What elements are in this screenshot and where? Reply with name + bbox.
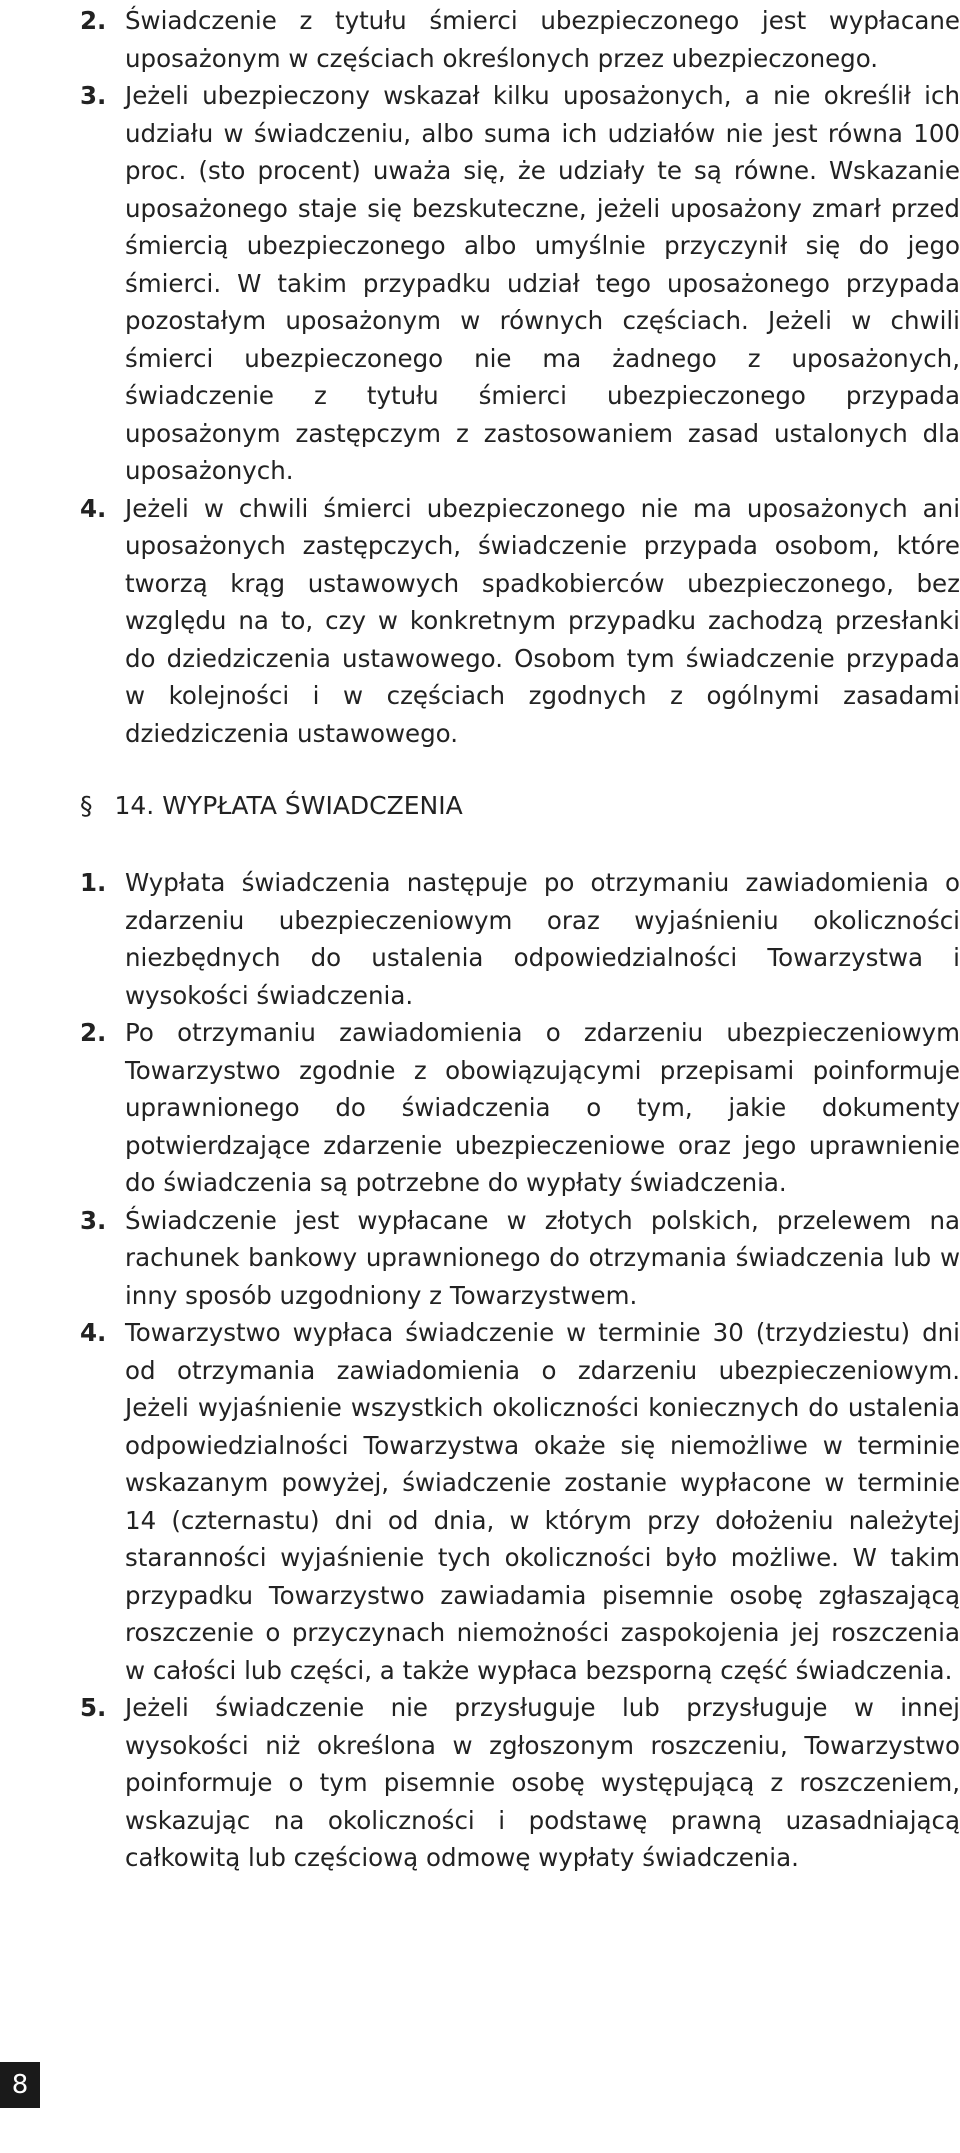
item-number: 4.	[80, 1318, 107, 1347]
item-number: 5.	[80, 1693, 107, 1722]
list-item	[80, 1689, 960, 1877]
list-item	[80, 2, 960, 77]
list-item	[80, 1202, 960, 1315]
item-number: 2.	[80, 1018, 107, 1047]
item-text: Jeżeli świadczenie nie przysługuje lub przysługuje w innej wysokości niż określona w zgłoszonym roszczeniu, Towarzystwo poinformuje o tym pisemnie osobę występującą z roszczeniem, wskazując na okoliczności i podstawę prawną uzasadniającą całkowitą lub częściową odmowę wypłaty świadczenia.	[125, 1693, 960, 1872]
item-number: 2.	[80, 6, 107, 35]
item-number: 3.	[80, 81, 107, 110]
list-item	[80, 490, 960, 753]
paragraph-list-section-14	[80, 864, 960, 1877]
page-number-badge: 8	[0, 2062, 40, 2108]
item-text: Jeżeli ubezpieczony wskazał kilku uposażonych, a nie określił ich udziału w świadczeniu, albo suma ich udziałów nie jest równa 100 proc. (sto procent) uważa się, że udziały te są równe. Wskazanie uposażonego staje się bezskuteczne, jeżeli uposażony zmarł przed śmiercią ubezpieczonego albo umyślnie przyczynił się do jego śmierci. W takim przypadku udział tego uposażonego przypada pozostałym uposażonym w równych częściach. Jeżeli w chwili śmierci ubezpieczonego nie ma żadnego z uposażonych, świadczenie z tytułu śmierci ubezpieczonego przypada uposażonym zastępczym z zastosowaniem zasad ustalonych dla uposażonych.	[125, 81, 960, 485]
list-item	[80, 864, 960, 1014]
section-sign: §	[80, 791, 93, 820]
list-item	[80, 1314, 960, 1689]
item-number: 1.	[80, 868, 107, 897]
section-heading	[80, 788, 463, 824]
list-item	[80, 77, 960, 490]
paragraph-list-continued	[80, 2, 960, 752]
list-item	[80, 1014, 960, 1202]
item-text: Wypłata świadczenia następuje po otrzymaniu zawiadomienia o zdarzeniu ubezpieczeniowym oraz wyjaśnieniu okoliczności niezbędnych do ustalenia odpowiedzialności Towarzystwa i wysokości świadczenia.	[125, 868, 960, 1010]
item-number: 4.	[80, 493, 107, 523]
item-text: Towarzystwo wypłaca świadczenie w terminie 30 (trzydziestu) dni od otrzymania zawiadomienia o zdarzeniu ubezpieczeniowym. Jeżeli wyjaśnienie wszystkich okoliczności koniecznych do ustalenia odpowiedzialności Towarzystwa okaże się niemożliwe w terminie wskazanym powyżej, świadczenie zostanie wypłacone w terminie 14 (czternastu) dni od dnia, w którym przy dołożeniu należytej staranności wyjaśnienie tych okoliczności było możliwe. W takim przypadku Towarzystwo zawiadamia pisemnie osobę zgłaszającą roszczenie o przyczynach niemożności zaspokojenia jej roszczenia w całości lub części, a także wypłaca bezsporną część świadczenia.	[125, 1318, 960, 1685]
item-text: Świadczenie z tytułu śmierci ubezpieczonego jest wypłacane uposażonym w częściach określonych przez ubezpieczonego.	[125, 6, 960, 73]
item-number: 3.	[80, 1205, 107, 1235]
item-text: Świadczenie jest wypłacane w złotych polskich, przelewem na rachunek bankowy uprawnionego do otrzymania świadczenia lub w inny sposób uzgodniony z Towarzystwem.	[125, 1205, 960, 1310]
item-text: Jeżeli w chwili śmierci ubezpieczonego nie ma uposażonych ani uposażonych zastępczych, świadczenie przypada osobom, które tworzą krąg ustawowych spadkobierców ubezpieczonego, bez względu na to, czy w konkretnym przypadku zachodzą przesłanki do dziedziczenia ustawowego. Osobom tym świadczenie przypada w kolejności i w częściach zgodnych z ogólnymi zasadami dziedziczenia ustawowego.	[125, 493, 960, 748]
item-text: Po otrzymaniu zawiadomienia o zdarzeniu ubezpieczeniowym Towarzystwo zgodnie z obowiązującymi przepisami poinformuje uprawnionego do świadczenia o tym, jakie dokumenty potwierdzające zdarzenie ubezpieczeniowe oraz jego uprawnienie do świadczenia są potrzebne do wypłaty świadczenia.	[125, 1018, 960, 1197]
section-title: 14. WYPŁATA ŚWIADCZENIA	[114, 791, 463, 820]
